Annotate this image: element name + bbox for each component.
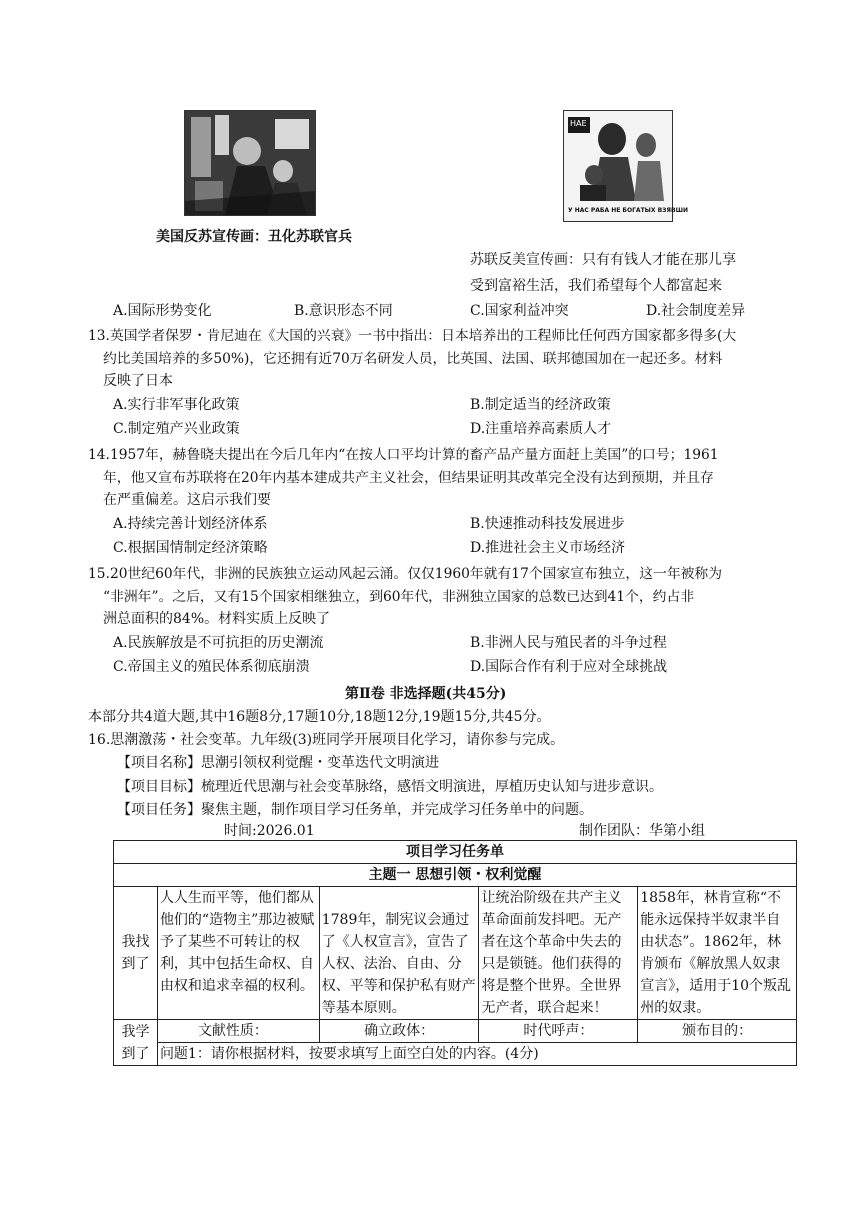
q16-project-goal: 【项目目标】梳理近代思潮与社会变革脉络，感悟文明演进，厚植历史认知与进步意识。 [117,779,663,795]
q16-team: 制作团队：华第小组 [579,823,705,839]
q14-option-a: A.持续完善计划经济体系 [113,516,268,532]
right-image-caption-line2: 受到富裕生活，我们希望每个人都富起来 [470,278,722,294]
q12-option-c: C.国家利益冲突 [470,303,569,319]
learned-doc-nature[interactable]: 文献性质： [157,1020,319,1043]
q14-option-d: D.推进社会主义市场经济 [470,540,626,556]
q16-project-task: 【项目任务】聚焦主题，制作项目学习任务单，并完成学习任务单中的问题。 [117,802,593,818]
q16-line1: 16.思潮激荡・社会变革。九年级(3)班同学开展项目化学习，请你参与完成。 [88,732,565,748]
us-propaganda-image [184,110,316,216]
q13-line2: 约比美国培养的多50%)，它还拥有近70万名研发人员，比英国、法国、联邦德国加在一起还多。材料 [103,351,723,367]
q14-line2: 年，他又宣布苏联将在20年内基本建成共产主义社会，但结果证明其改革完全没有达到预期，并且存 [103,470,714,486]
material-1: 人人生而平等，他们都从他们的“造物主”那边被赋予了某些不可转让的权利，其中包括生命权、自由权和追求幸福的权利。 [157,887,319,1020]
q12-option-d: D.社会制度差异 [646,303,746,319]
soviet-propaganda-image [563,110,689,222]
q13-option-d: D.注重培养高素质人才 [470,421,612,437]
q12-option-a: A.国际形势变化 [113,303,212,319]
q15-option-c: C.帝国主义的殖民体系彻底崩溃 [113,659,310,675]
learned-purpose[interactable]: 颁布目的： [638,1020,797,1043]
poster-bottom-text: У НАС РАБА НЕ БОГАТЫХ ВЗЯВШИ [568,207,689,214]
learned-voice[interactable]: 时代呼声： [479,1020,638,1043]
question-1: 问题1：请你根据材料，按要求填写上面空白处的内容。(4分) [157,1043,796,1066]
table-title: 项目学习任务单 [114,841,797,864]
poster-top-text: НАЕ [570,119,587,128]
table-theme: 主题一 思想引领・权利觉醒 [114,864,797,887]
part2-title: 第Ⅱ卷 非选择题(共45分) [345,686,507,702]
q13-line3: 反映了日本 [103,373,173,389]
q16-project-name: 【项目名称】思潮引领权利觉醒・变革迭代文明演进 [117,755,439,771]
q13-option-a: A.实行非军事化政策 [113,397,240,413]
engraving-illustration [185,111,315,215]
q14-line1: 14.1957年，赫鲁晓夫提出在今后几年内“在按人口平均计算的畜产品产量方面赶上美国”的口号；1961 [88,447,719,463]
q14-option-c: C.根据国情制定经济策略 [113,540,268,556]
material-4: 1858年，林肯宣称“不能永远保持半奴隶半自由状态”。1862年，林肯颁布《解放黑人奴隶宣言》，适用于10个叛乱州的奴隶。 [638,887,797,1020]
part2-intro: 本部分共4道大题,其中16题8分,17题10分,18题12分,19题15分,共45分。 [88,709,551,725]
q14-option-b: B.快速推动科技发展进步 [470,516,625,532]
q13-option-b: B.制定适当的经济政策 [470,397,611,413]
q13-line1: 13.英国学者保罗・肯尼迪在《大国的兴衰》一书中指出：日本培养出的工程师比任何西方国家都多得多(大 [88,328,737,344]
q15-option-a: A.民族解放是不可抗拒的历史潮流 [113,635,324,651]
learned-regime[interactable]: 确立政体： [319,1020,479,1043]
material-2: 1789年，制宪议会通过了《人权宣言》，宣告了人权、法治、自由、分权、平等和保护私有财产等基本原则。 [319,887,479,1020]
q16-time: 时间:2026.01 [224,823,315,839]
left-image-caption: 美国反苏宣传画：丑化苏联官兵 [156,229,352,245]
q13-option-c: C.制定殖产兴业政策 [113,421,240,437]
q15-line3: 洲总面积的84%。材料实质上反映了 [103,611,331,627]
right-image-caption-line1: 苏联反美宣传画：只有有钱人才能在那儿享 [470,252,736,268]
q15-line1: 15.20世纪60年代，非洲的民族独立运动风起云涌。仅仅1960年就有17个国家宣布独立，这一年被称为 [88,566,723,582]
material-3: 让统治阶级在共产主义革命面前发抖吧。无产者在这个革命中失去的只是锁链。他们获得的将是整个世界。全世界无产者，联合起来！ [479,887,638,1020]
task-table [113,840,797,1066]
q14-line3: 在严重偏差。这启示我们要 [103,492,271,508]
q15-option-b: B.非洲人民与殖民者的斗争过程 [470,635,667,651]
q12-option-b: B.意识形态不同 [294,303,393,319]
found-label: 我找到了 [114,887,158,1020]
q15-line2: “非洲年”。之后，又有15个国家相继独立，到60年代，非洲独立国家的总数已达到41个，约占非 [103,589,695,605]
learned-label: 我学到了 [114,1020,158,1066]
q15-option-d: D.国际合作有利于应对全球挑战 [470,659,668,675]
